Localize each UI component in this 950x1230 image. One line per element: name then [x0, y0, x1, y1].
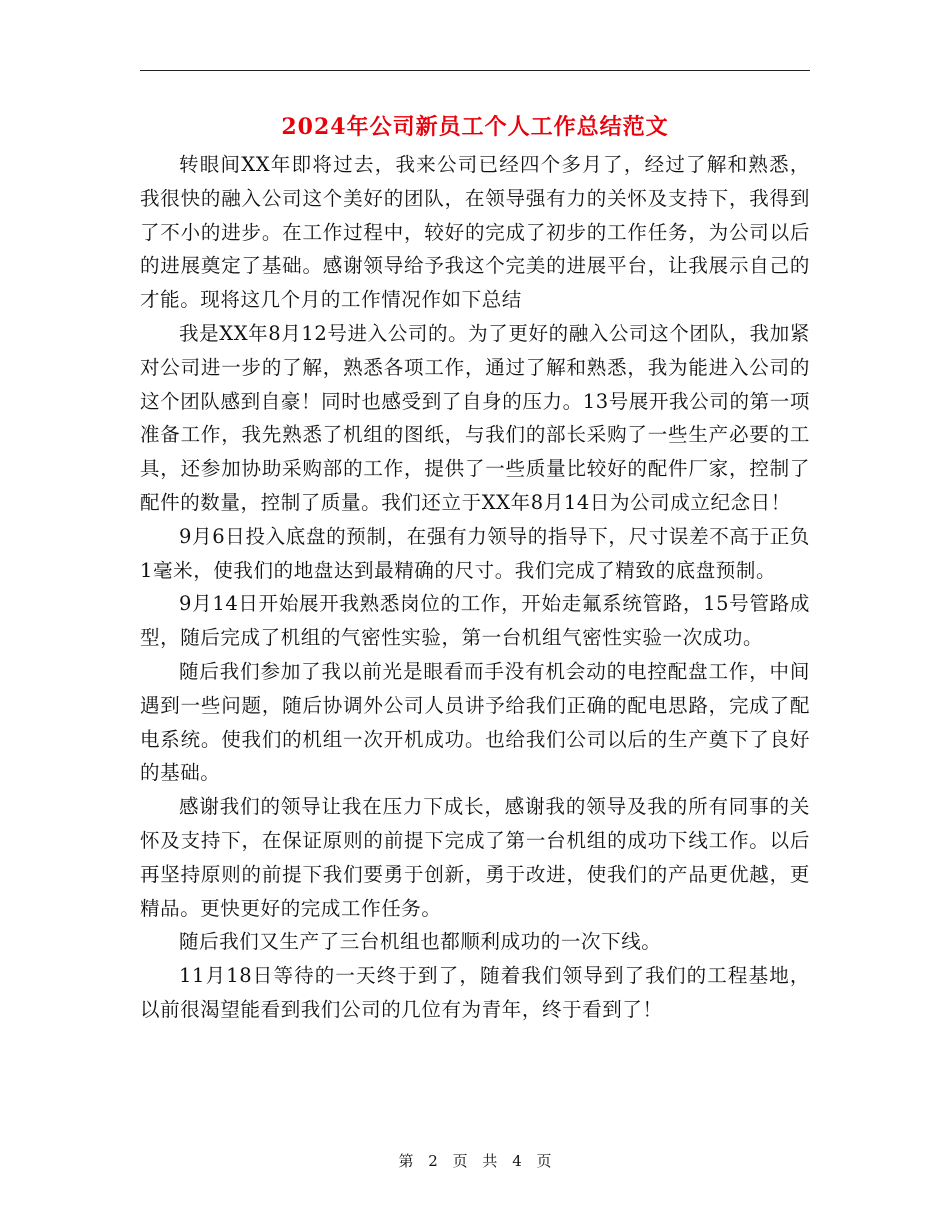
paragraph: 11月18日等待的一天终于到了，随着我们领导到了我们的工程基地，以前很渴望能看到我们公司的几位有为青年，终于看到了！: [140, 964, 810, 1021]
document-title: 2024年公司新员工个人工作总结范文: [281, 114, 669, 140]
header-rule: [140, 70, 810, 71]
paragraph: 随后我们又生产了三台机组也都顺利成功的一次下线。: [179, 930, 662, 954]
total-label: 共: [482, 1152, 498, 1170]
page-label-mid: 页: [452, 1152, 468, 1170]
page-footer: [0, 1150, 950, 1171]
paragraph: 9月6日投入底盘的预制，在强有力领导的指导下，尺寸误差不高于正负1毫米，使我们的地盘达到最精确的尺寸。我们完成了精致的底盘预制。: [140, 524, 810, 582]
document-body: [140, 148, 810, 1027]
paragraph: 感谢我们的领导让我在压力下成长，感谢我的领导及我的所有同事的关怀及支持下，在保证原则的前提下完成了第一台机组的成功下线工作。以后再坚持原则的前提下我们要勇于创新，勇于改进，使我们的产品更优越，更精品。更快更好的完成工作任务。: [140, 795, 810, 920]
total-pages-number: 4: [512, 1152, 522, 1170]
page-label-suffix: 页: [536, 1152, 552, 1170]
current-page-number: 2: [428, 1152, 438, 1170]
page-label-prefix: 第: [398, 1152, 414, 1170]
paragraph: 9月14日开始展开我熟悉岗位的工作，开始走氟系统管路，15号管路成型，随后完成了机组的气密性实验，第一台机组气密性实验一次成功。: [140, 592, 810, 650]
paragraph: 我是XX年8月12号进入公司的。为了更好的融入公司这个团队，我加紧对公司进一步的了解，熟悉各项工作，通过了解和熟悉，我为能进入公司的这个团队感到自豪！同时也感受到了自身的压力。13号展开我公司的第一项准备工作，我先熟悉了机组的图纸，与我们的部长采购了一些生产必要的工具，还参加协助采购部的工作，提供了一些质量比较好的配件厂家，控制了配件的数量，控制了质量。我们还立于XX年8月14日为公司成立纪念日！: [140, 321, 810, 514]
paragraph: 随后我们参加了我以前光是眼看而手没有机会动的电控配盘工作，中间遇到一些问题，随后协调外公司人员讲予给我们正确的配电思路，完成了配电系统。使我们的机组一次开机成功。也给我们公司以后的生产奠下了良好的基础。: [140, 659, 810, 785]
paragraph: 转眼间XX年即将过去，我来公司已经四个多月了，经过了解和熟悉，我很快的融入公司这个美好的团队，在领导强有力的关怀及支持下，我得到了不小的进步。在工作过程中，较好的完成了初步的工作任务，为公司以后的进展奠定了基础。感谢领导给予我这个完美的进展平台，让我展示自己的才能。现将这几个月的工作情况作如下总结: [140, 153, 810, 312]
